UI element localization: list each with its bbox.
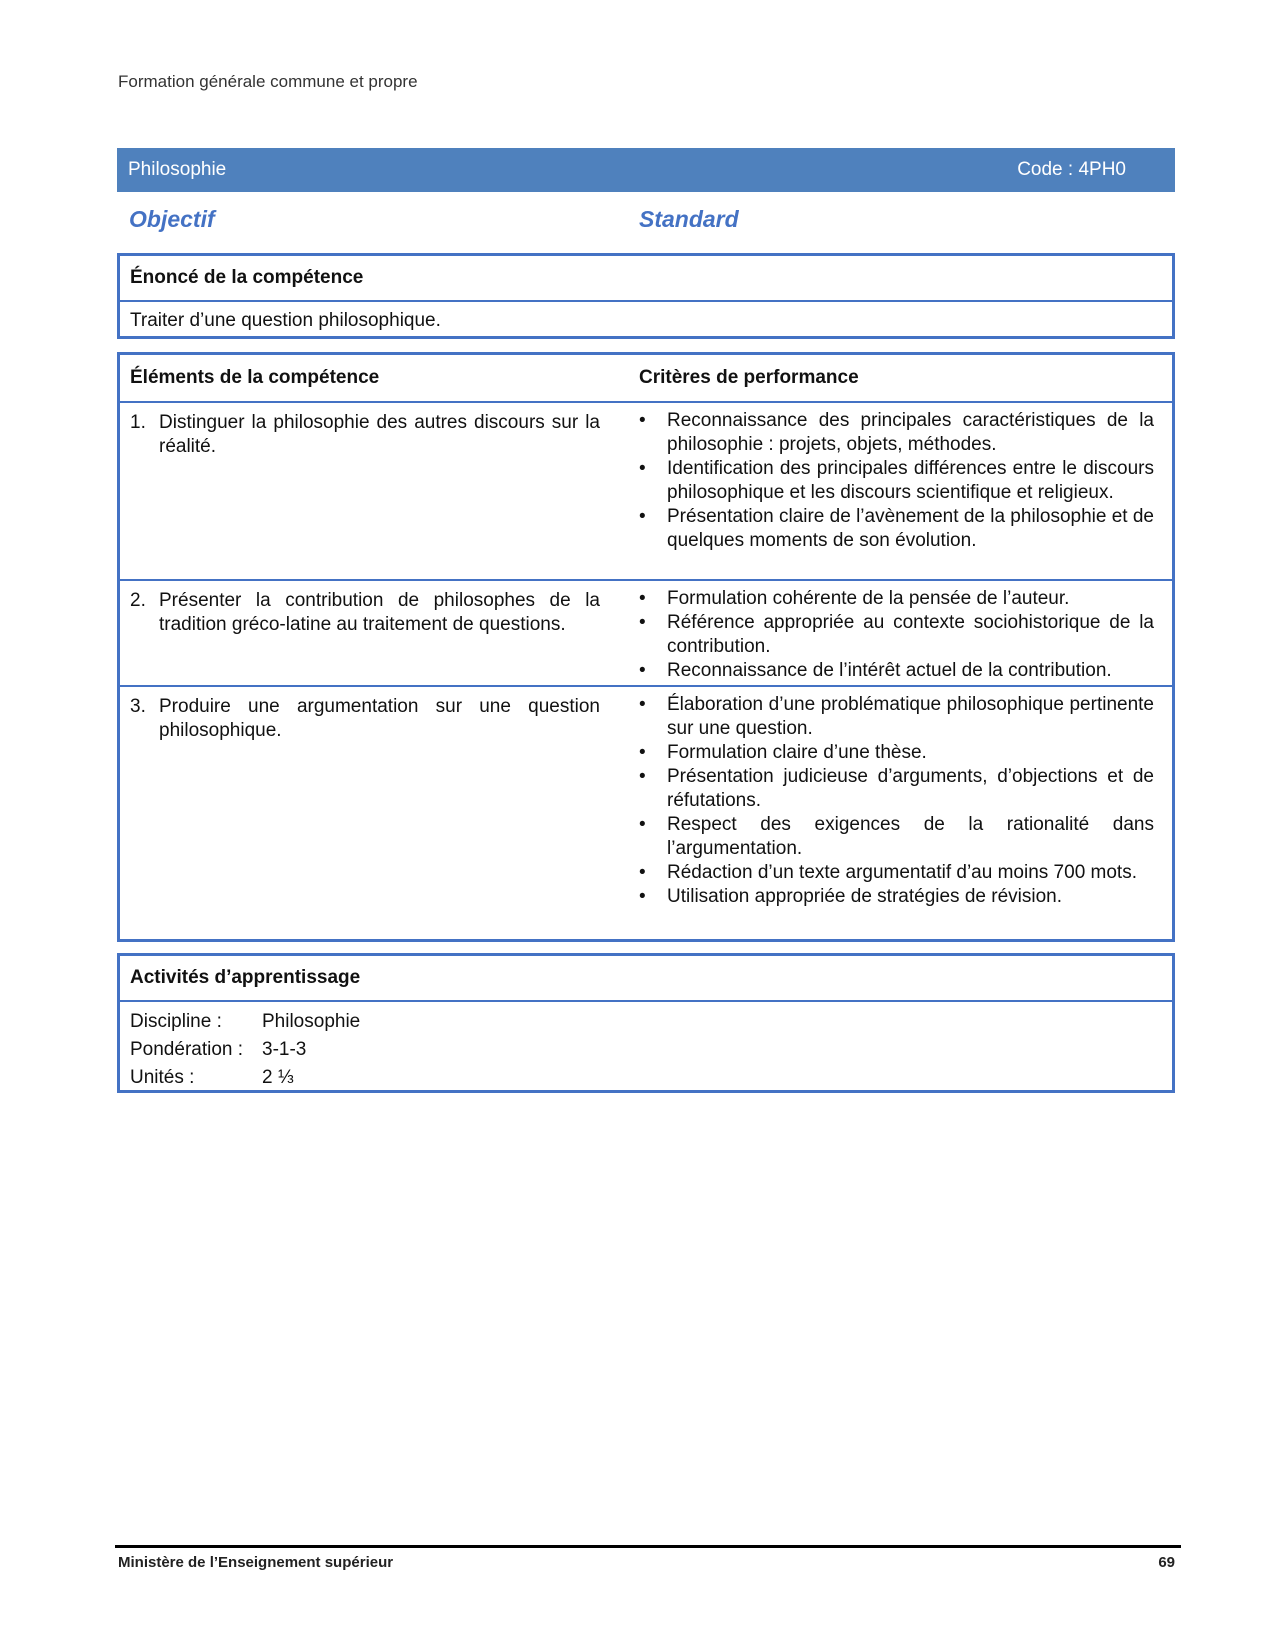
running-head: Formation générale commune et propre xyxy=(118,72,418,91)
bullet-icon: • xyxy=(639,742,646,763)
bullet-icon: • xyxy=(639,766,646,787)
table-row xyxy=(120,579,1172,685)
criteria-list xyxy=(639,409,1154,553)
bullet-icon: • xyxy=(639,588,646,609)
competence-table-header xyxy=(120,355,1172,401)
list-item: • Élaboration d’une problématique philosophique pertinente sur une question. xyxy=(639,694,1154,739)
enonce-title: Énoncé de la compétence xyxy=(130,267,364,288)
criteria-list xyxy=(639,693,1154,909)
enonce-box xyxy=(117,253,1175,339)
activites-box xyxy=(117,953,1175,1093)
element-number: 3. xyxy=(130,696,146,717)
element-text: Distinguer la philosophie des autres discours sur la réalité. xyxy=(159,412,600,457)
bullet-icon: • xyxy=(639,612,646,633)
ponderation-label: Pondération : xyxy=(130,1039,244,1060)
enonce-text: Traiter d’une question philosophique. xyxy=(130,310,441,331)
element-1 xyxy=(130,411,600,459)
element-text: Produire une argumentation sur une question philosophique. xyxy=(159,696,600,741)
standard-label: Standard xyxy=(639,206,739,232)
list-item: • Référence appropriée au contexte sociohistorique de la contribution. xyxy=(639,612,1154,657)
list-item: • Présentation claire de l’avènement de la philosophie et de quelques moments de son évolution. xyxy=(639,506,1154,551)
activites-title: Activités d’apprentissage xyxy=(130,967,361,988)
objectif-label: Objectif xyxy=(129,206,215,232)
bullet-icon: • xyxy=(639,886,646,907)
element-3 xyxy=(130,695,600,743)
list-item: • Formulation cohérente de la pensée de l’auteur. xyxy=(639,588,1070,609)
list-item: • Reconnaissance des principales caractéristiques de la philosophie : projets, objets, méthodes. xyxy=(639,410,1154,455)
elements-title: Éléments de la compétence xyxy=(130,367,380,388)
element-2 xyxy=(130,589,600,637)
list-item: • Formulation claire d’une thèse. xyxy=(639,742,927,763)
footer-divider xyxy=(115,1545,1181,1548)
element-number: 1. xyxy=(130,412,146,433)
list-item: • Utilisation appropriée de stratégies de révision. xyxy=(639,886,1062,907)
bullet-icon: • xyxy=(639,814,646,835)
footer-ministry: Ministère de l’Enseignement supérieur xyxy=(118,1554,394,1571)
course-code: Code : 4PH0 xyxy=(1017,159,1126,180)
element-number: 2. xyxy=(130,590,146,611)
bullet-icon: • xyxy=(639,458,646,479)
unites-label: Unités : xyxy=(130,1067,195,1088)
criteria-list xyxy=(639,587,1154,683)
list-item: • Rédaction d’un texte argumentatif d’au moins 700 mots. xyxy=(639,862,1137,883)
page-number: 69 xyxy=(1158,1554,1175,1571)
bullet-icon: • xyxy=(639,506,646,527)
list-item: • Présentation judicieuse d’arguments, d’objections et de réfutations. xyxy=(639,766,1154,811)
table-row xyxy=(120,685,1172,935)
bullet-icon: • xyxy=(639,660,646,681)
list-item: • Respect des exigences de la rationalité dans l’argumentation. xyxy=(639,814,1154,859)
bullet-icon: • xyxy=(639,862,646,883)
ponderation-line xyxy=(130,1036,1162,1064)
bullet-icon: • xyxy=(639,694,646,715)
list-item: • Identification des principales différences entre le discours philosophique et les discours scientifique et religieux. xyxy=(639,458,1154,503)
discipline-line xyxy=(130,1008,1162,1036)
element-text: Présenter la contribution de philosophes de la tradition gréco-latine au traitement de questions. xyxy=(159,590,600,635)
criteres-title: Critères de performance xyxy=(639,367,859,388)
table-row xyxy=(120,401,1172,579)
list-item: • Reconnaissance de l’intérêt actuel de la contribution. xyxy=(639,660,1112,681)
unites-value: 2 ⅓ xyxy=(262,1067,294,1088)
footer xyxy=(118,1554,1175,1571)
discipline-value: Philosophie xyxy=(262,1011,361,1032)
ponderation-value: 3-1-3 xyxy=(262,1039,307,1060)
discipline-label: Discipline : xyxy=(130,1011,222,1032)
activites-details xyxy=(120,1002,1172,1098)
unites-line xyxy=(130,1064,1162,1092)
competence-table xyxy=(117,352,1175,942)
subject-bar xyxy=(117,148,1175,192)
subject-name: Philosophie xyxy=(128,159,227,180)
bullet-icon: • xyxy=(639,410,646,431)
